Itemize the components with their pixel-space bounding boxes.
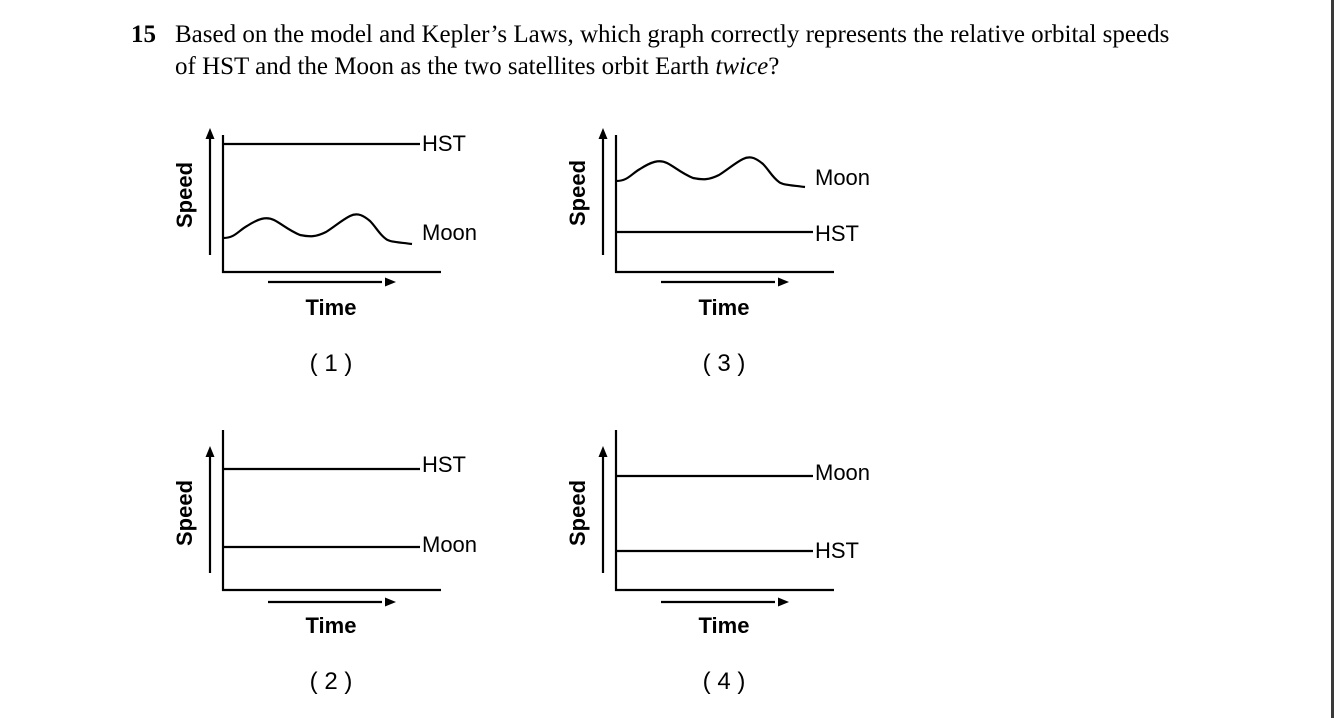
graph-2-y-axis-label: Speed (172, 479, 197, 546)
graph-4-choice-label: ( 4 ) (702, 668, 746, 695)
graph-1-x-axis-label: Time (305, 295, 357, 320)
graph-1-choice-label: ( 1 ) (309, 350, 353, 377)
graph-1-y-axis-label: Speed (172, 161, 197, 228)
graph-choice-3[interactable] (543, 120, 903, 390)
graph-1-y-arrow-head (206, 128, 215, 139)
graph-2-x-arrow-head (385, 598, 396, 607)
graph-2-x-axis-label: Time (305, 613, 357, 638)
graph-4-y-axis-label: Speed (565, 479, 590, 546)
question-text-end: ? (768, 53, 780, 80)
graph-3-y-axis-label: Speed (565, 159, 590, 226)
graph-4-x-axis-label: Time (698, 613, 750, 638)
graph-4-x-arrow-head (778, 598, 789, 607)
graph-choice-1[interactable] (150, 120, 510, 390)
graph-4-upper-label: Moon (815, 460, 871, 485)
question-text-italic: twice (715, 53, 769, 80)
graph-3-lower-label: HST (815, 221, 859, 246)
graph-4-y-arrow-head (599, 446, 608, 457)
graph-1-x-arrow-head (385, 278, 396, 287)
graph-3-choice-label: ( 3 ) (702, 350, 746, 377)
question-number: 15 (131, 21, 156, 48)
graph-choice-4[interactable] (543, 438, 903, 708)
graph-3-x-axis-label: Time (698, 295, 750, 320)
graph-2-y-arrow-head (206, 446, 215, 457)
graph-3-upper-line (616, 157, 805, 187)
question-text-main: Based on the model and Kepler’s Laws, which graph correctly represents the relative orbital speeds of HST and the Moon as the two satellites orbit Earth (175, 21, 1170, 80)
graph-1-upper-label: HST (422, 131, 466, 156)
graph-1-lower-line (223, 214, 412, 244)
graph-2-lower-label: Moon (422, 532, 478, 557)
graph-3-y-arrow-head (599, 128, 608, 139)
graph-choice-2[interactable] (150, 438, 510, 708)
graph-2-choice-label: ( 2 ) (309, 668, 353, 695)
graph-3-x-arrow-head (778, 278, 789, 287)
graph-2-upper-label: HST (422, 452, 466, 477)
graph-4-lower-label: HST (815, 538, 859, 563)
graph-3-upper-label: Moon (815, 165, 871, 190)
question-text (175, 19, 1175, 83)
graph-1-lower-label: Moon (422, 220, 478, 245)
